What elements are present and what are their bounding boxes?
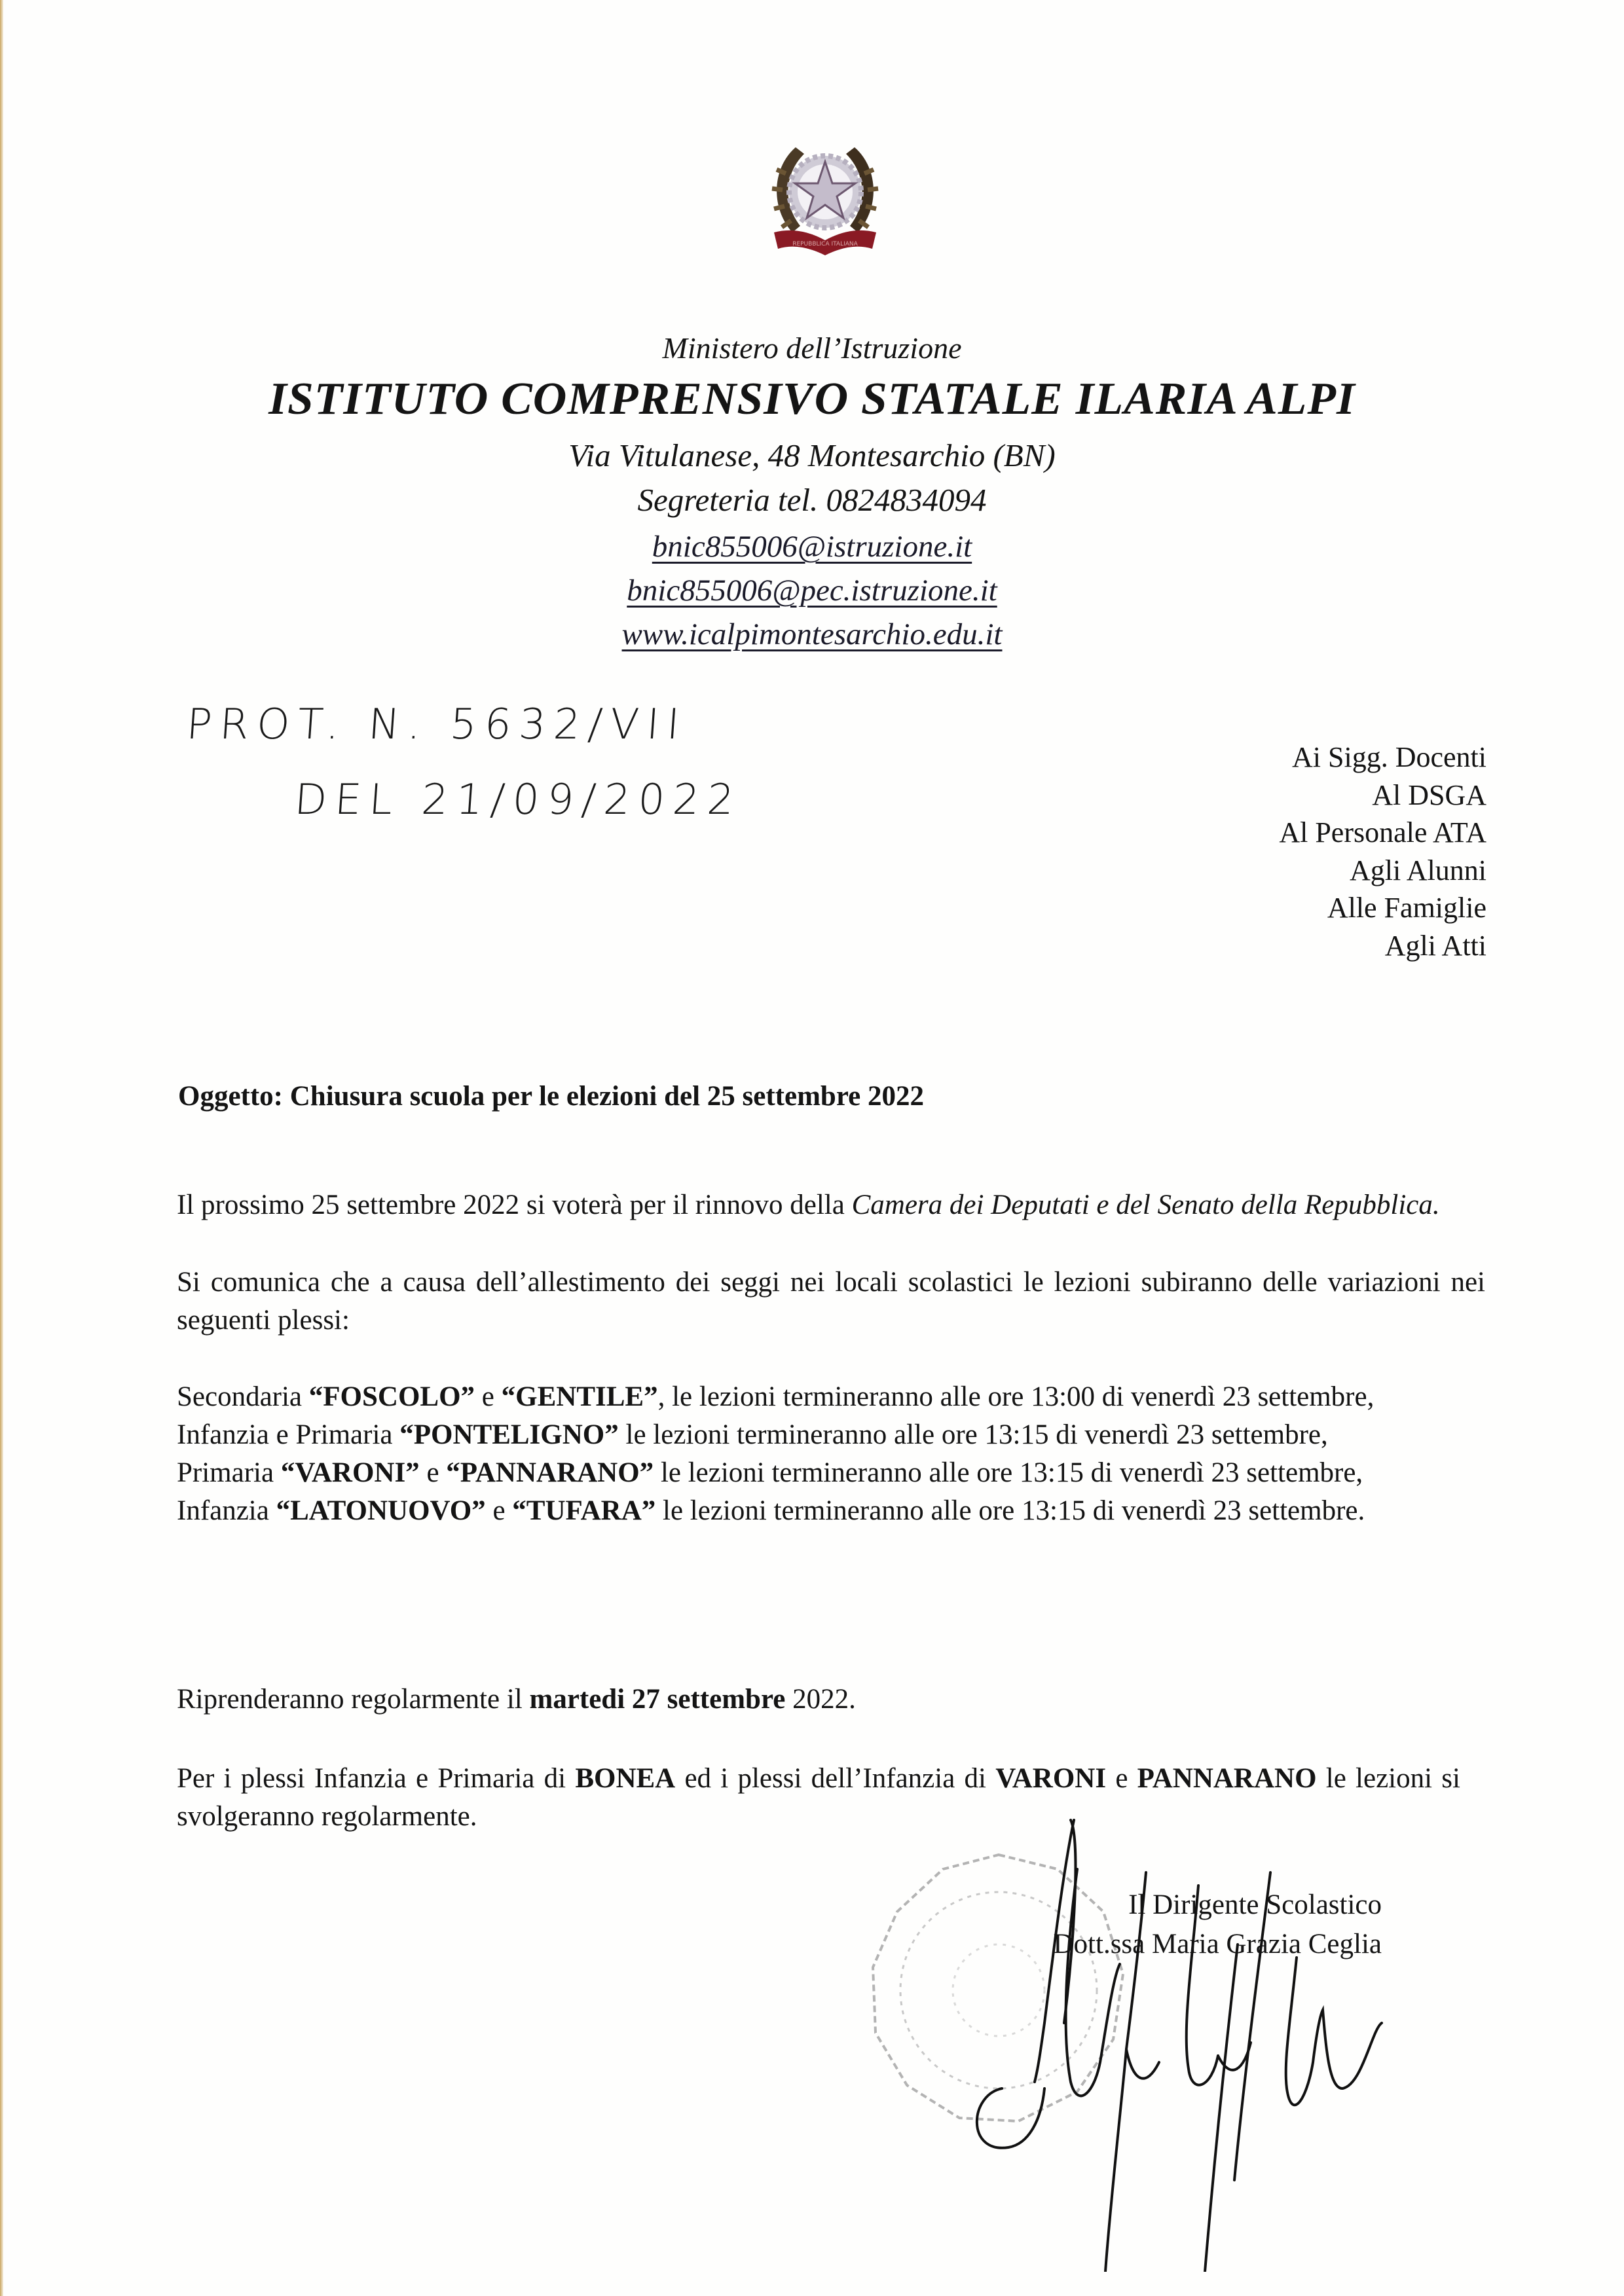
subject-label: Oggetto:: [178, 1081, 283, 1112]
plesso-name: “LATONUOVO”: [276, 1495, 486, 1526]
italian-republic-emblem-icon: [760, 121, 891, 265]
plesso-conj: e: [481, 1381, 494, 1412]
resume-date: martedi 27 settembre: [529, 1684, 786, 1715]
plesso-schedule: le lezioni termineranno alle ore 13:15 di venerdì 23 settembre.: [655, 1495, 1365, 1526]
regular-text: Per i plessi Infanzia e Primaria di: [177, 1763, 576, 1794]
recipient-item: Agli Atti: [1384, 929, 1486, 962]
regular-text: e: [1106, 1763, 1137, 1794]
plesso-item: [177, 1378, 1485, 1416]
resume-paragraph: [177, 1681, 1485, 1719]
plesso-item: [177, 1454, 1485, 1492]
recipient-item: Ai Sigg. Docenti: [1292, 741, 1486, 773]
email-line: [0, 529, 1624, 564]
plesso-pannarano: PANNARANO: [1137, 1763, 1317, 1794]
recipient-item: Al DSGA: [1372, 778, 1486, 811]
plesso-bonea: BONEA: [575, 1763, 676, 1794]
plesso-type: Secondaria: [177, 1381, 303, 1412]
signatory-name: Dott.ssa Maria Grazia Ceglia: [1053, 1929, 1382, 1959]
plesso-type: Primaria: [177, 1457, 274, 1488]
signature-block: [963, 1886, 1382, 1964]
emblem-ribbon-text: REPUBBLICA ITALIANA: [792, 241, 858, 247]
plesso-name: “GENTILE”: [501, 1381, 658, 1412]
pec-line: [0, 573, 1624, 608]
protocol-number-line: PROT. N. 5632/VII: [185, 701, 689, 749]
pec-email-link[interactable]: bnic855006@pec.istruzione.it: [627, 574, 997, 608]
plesso-name: “PONTELIGNO”: [399, 1419, 619, 1450]
plesso-item: [177, 1416, 1485, 1454]
email-link[interactable]: bnic855006@istruzione.it: [652, 530, 972, 564]
regular-text: ed i plessi dell’Infanzia di: [675, 1763, 996, 1794]
plesso-schedule: le lezioni termineranno alle ore 13:15 di venerdì 23 settembre,: [654, 1457, 1363, 1488]
plesso-item: [177, 1492, 1485, 1530]
plesso-schedule: le lezioni termineranno alle ore 13:15 di venerdì 23 settembre,: [618, 1419, 1328, 1450]
plesso-type: Infanzia: [177, 1495, 269, 1526]
notice-paragraph: [177, 1264, 1485, 1339]
website-line: [0, 617, 1624, 652]
plesso-name: “FOSCOLO”: [308, 1381, 475, 1412]
plessi-list: [177, 1378, 1485, 1530]
resume-year: 2022.: [785, 1684, 856, 1715]
recipient-item: Agli Alunni: [1349, 854, 1486, 886]
regular-paragraph: [177, 1760, 1460, 1836]
recipient-item: Al Personale ATA: [1279, 816, 1486, 848]
ministry-name: Ministero dell’Istruzione: [662, 331, 962, 365]
school-phone: Segreteria tel. 0824834094: [637, 482, 987, 518]
plesso-schedule: , le lezioni termineranno alle ore 13:00 di venerdì 23 settembre,: [657, 1381, 1375, 1412]
recipient-item: Alle Famiglie: [1327, 892, 1486, 924]
plesso-name: “VARONI”: [280, 1457, 420, 1488]
resume-text: Riprenderanno regolarmente il: [177, 1684, 530, 1715]
school-name: ISTITUTO COMPRENSIVO STATALE ILARIA ALPI: [268, 374, 1356, 424]
subject-text: Chiusura scuola per le elezioni del 25 settembre 2022: [289, 1081, 924, 1112]
intro-text: Il prossimo 25 settembre 2022 si voterà per il rinnovo della: [177, 1190, 852, 1220]
plesso-varoni: VARONI: [995, 1763, 1107, 1794]
plesso-name: “PANNARANO”: [446, 1457, 654, 1488]
website-link[interactable]: www.icalpimontesarchio.edu.it: [621, 617, 1003, 651]
intro-paragraph: [177, 1186, 1485, 1224]
intro-institutions: Camera dei Deputati e del Senato della Repubblica.: [851, 1190, 1440, 1220]
notice-text: Si comunica che a causa dell’allestimento dei seggi nei locali scolastici le lezioni subiranno delle variazioni nei seguenti plessi:: [177, 1267, 1485, 1336]
plesso-type: Infanzia e Primaria: [177, 1419, 393, 1450]
plesso-conj: e: [426, 1457, 439, 1488]
subject-line: [178, 1080, 924, 1112]
signatory-role: Il Dirigente Scolastico: [1128, 1889, 1382, 1920]
school-address: Via Vitulanese, 48 Montesarchio (BN): [568, 437, 1056, 473]
plesso-name: “TUFARA”: [512, 1495, 656, 1526]
recipients-list: [1279, 738, 1486, 964]
protocol-date-line: DEL 21/09/2022: [293, 776, 744, 824]
regular-text: le lezioni si svolgeranno regolarmente.: [177, 1763, 1460, 1832]
plesso-conj: e: [492, 1495, 506, 1526]
